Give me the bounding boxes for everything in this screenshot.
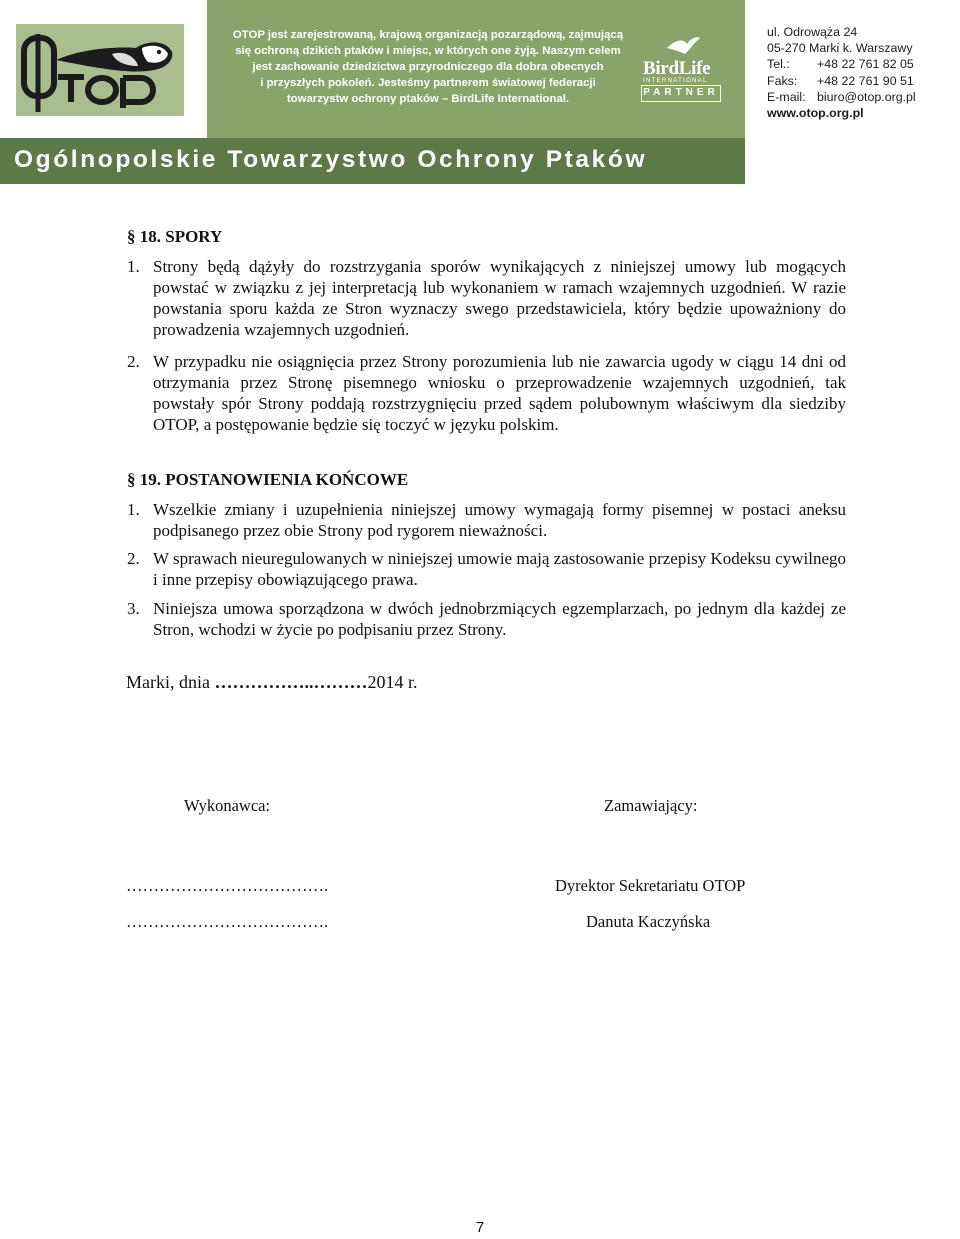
date-year: 2014 r.: [367, 672, 418, 692]
mission-panel: [207, 0, 745, 138]
section-19-title: § 19. POSTANOWIENIA KOŃCOWE: [127, 470, 409, 489]
phone-row: [767, 56, 916, 72]
section-19-item: [127, 499, 846, 541]
mission-line: się ochroną dzikich ptaków i miejsc, w których one żyją. Naszym celem: [235, 45, 621, 57]
banner-spacer: [745, 138, 960, 184]
fax-value: +48 22 761 90 51: [817, 73, 914, 88]
item-text: Niniejsza umowa sporządzona w dwóch jednobrzmiących egzemplarzach, po jednym dla każdej ze Stron, wchodzi w życie po podpisaniu przez Strony.: [153, 599, 846, 639]
item-number: 2.: [127, 352, 140, 371]
birdlife-name: BirdLife: [643, 58, 711, 79]
signature-dots-line: ……………………………….: [126, 912, 329, 931]
email-row: [767, 89, 916, 105]
item-text: Strony będą dążyły do rozstrzygania sporów wynikających z niniejszej umowy lub mogących powstać w związku z jej interpretacją lub wykonaniem w ramach wzajemnych uzgodnień. W razie powstania sporu każda ze Stron wyznaczy swego przedstawiciela, który będzie upoważniony do prowadzenia wzajemnych uzgodnień.: [153, 257, 846, 339]
birdlife-partner-logo: [639, 30, 725, 102]
item-text: Wszelkie zmiany i uzupełnienia niniejszej umowy wymagają formy pisemnej w postaci aneksu podpisanego przez obie Strony pod rygorem nieważności.: [153, 500, 846, 540]
phone-label: Tel.:: [767, 57, 790, 72]
client-label: Zamawiający:: [604, 796, 698, 815]
fax-label: Faks:: [767, 73, 798, 88]
client-role: Dyrektor Sekretariatu OTOP: [555, 876, 746, 895]
email-value[interactable]: biuro@otop.org.pl: [817, 89, 916, 104]
address-line: ul. Odrowąża 24: [767, 25, 858, 39]
place-and-date: [126, 672, 418, 693]
date-dots: ……………..………: [214, 672, 368, 692]
otop-logo: [16, 24, 184, 116]
item-number: 1.: [127, 500, 140, 519]
website-link[interactable]: www.otop.org.pl: [767, 106, 864, 120]
mission-statement: [219, 27, 637, 107]
signature-dots-line: ……………………………….: [126, 876, 329, 895]
item-text: W sprawach nieuregulowanych w niniejszej umowie mają zastosowanie przepisy Kodeksu cywilnego i inne przepisy obowiązującego prawa.: [153, 549, 846, 589]
item-number: 2.: [127, 549, 140, 568]
mission-line: OTOP jest zarejestrowaną, krajową organizacją pozarządową, zajmującą: [232, 29, 624, 41]
phone-value: +48 22 761 82 05: [817, 57, 914, 72]
page-number: 7: [475, 1219, 485, 1236]
address-line: 05-270 Marki k. Warszawy: [767, 41, 913, 56]
org-name: Ogólnopolskie Towarzystwo Ochrony Ptaków: [14, 146, 648, 173]
birdlife-bird-icon: [665, 34, 701, 60]
section-18-title: § 18. SPORY: [127, 227, 223, 246]
mission-line: jest zachowanie dziedzictwa przyrodniczego dla dobra obecnych: [252, 61, 604, 73]
section-19-item: [127, 598, 846, 640]
otop-bird-logo-icon: [16, 24, 184, 116]
section-19-item: [127, 548, 846, 590]
fax-row: [767, 73, 916, 89]
contact-details: [767, 24, 916, 105]
contractor-label: Wykonawca:: [184, 796, 271, 815]
mission-line: towarzystw ochrony ptaków – BirdLife International.: [286, 93, 570, 105]
item-number: 1.: [127, 257, 140, 276]
section-18-item: [127, 351, 846, 435]
org-name-banner: [0, 138, 745, 184]
item-text: W przypadku nie osiągnięcia przez Strony porozumienia lub nie zawarcia ugody w ciągu 14 dni od otrzymania przez Stronę pisemnego wniosku o przeprowadzenie wzajemnych uzgodnień, tak powstały spór Strony poddają rozstrzygnięciu przed sądem polubownym właściwym dla siedziby OTOP, a postępowanie będzie się toczyć w języku polskim.: [153, 352, 846, 434]
section-18-item: [127, 256, 846, 340]
date-prefix: Marki, dnia: [126, 672, 215, 692]
client-name: Danuta Kaczyńska: [586, 912, 711, 931]
item-number: 3.: [127, 599, 140, 618]
mission-line: i przyszłych pokoleń. Jesteśmy partnerem światowej federacji: [260, 77, 596, 89]
email-label: E-mail:: [767, 89, 806, 104]
birdlife-partner-badge: PARTNER: [641, 85, 721, 102]
birdlife-international: INTERNATIONAL: [643, 77, 708, 84]
